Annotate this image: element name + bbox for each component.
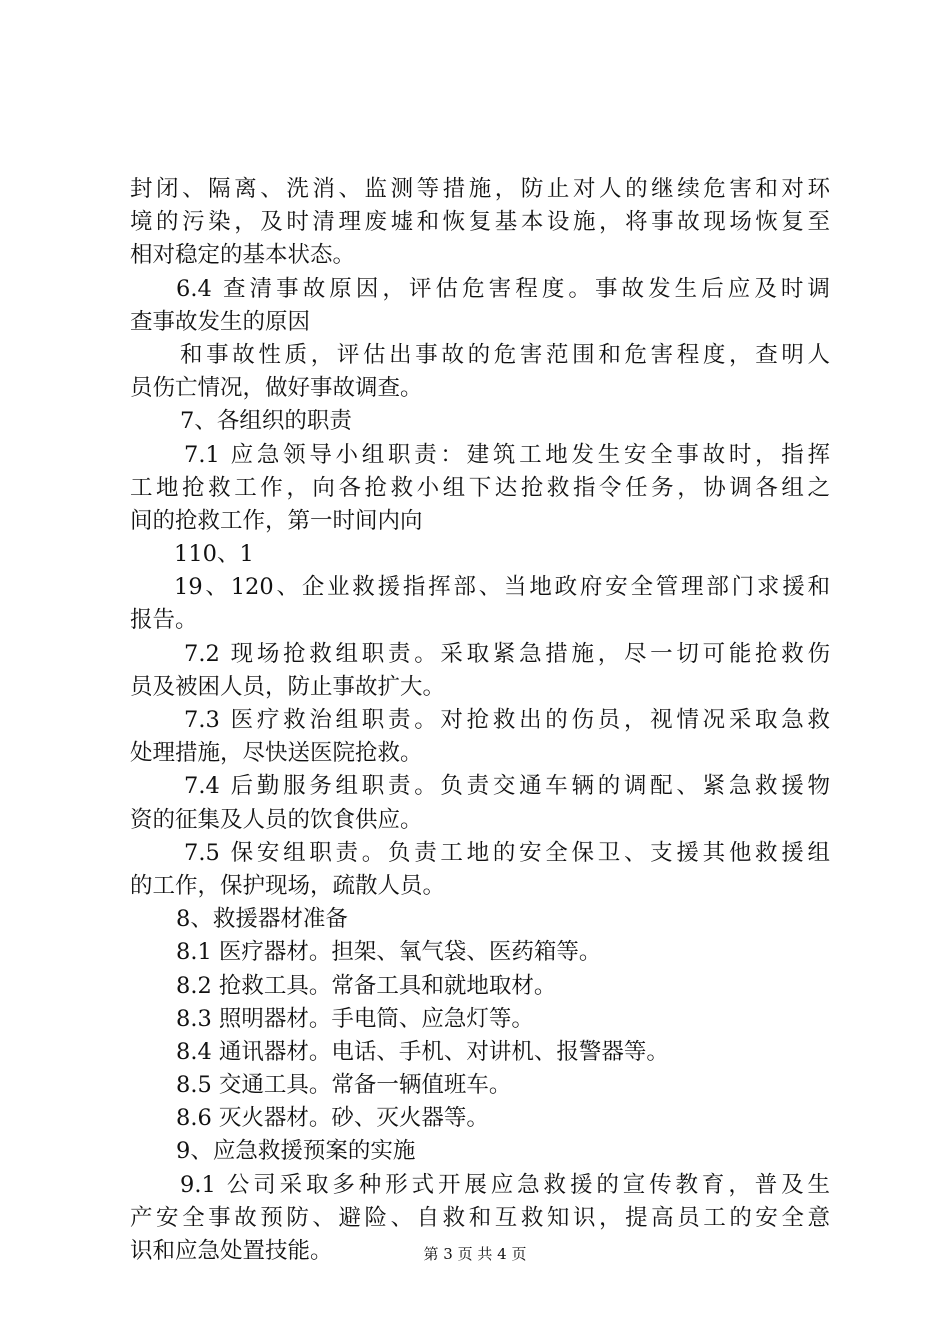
text-line: 7.2 现场抢救组职责。采取紧急措施，尽一切可能抢救伤 — [184, 640, 830, 667]
text-line: 9.1 公司采取多种形式开展应急救援的宣传教育，普及生 — [180, 1171, 830, 1198]
text-line: 处理措施，尽快送医院抢救。 — [130, 740, 423, 767]
text-line: 和事故性质，评估出事故的危害范围和危害程度，查明人 — [180, 341, 830, 368]
text-line: 工地抢救工作，向各抢救小组下达抢救指令任务，协调各组之 — [130, 474, 830, 501]
text-line: 19、120、企业救援指挥部、当地政府安全管理部门求援和 — [174, 574, 830, 601]
text-line: 报告。 — [130, 607, 198, 634]
text-line: 识和应急处置技能。 — [130, 1238, 333, 1264]
text-line: 的工作，保护现场，疏散人员。 — [130, 872, 446, 899]
text-line: 查事故发生的原因 — [130, 308, 311, 335]
text-line: 员伤亡情况，做好事故调查。 — [130, 375, 423, 402]
page-number-footer: 第 3 页 共 4 页 — [423, 1245, 527, 1263]
section-heading: 7、各组织的职责 — [180, 408, 352, 435]
text-line: 6.4 查清事故原因，评估危害程度。事故发生后应及时调 — [176, 275, 830, 302]
text-line: 相对稳定的基本状态。 — [130, 242, 356, 269]
text-line: 7.1 应急领导小组职责：建筑工地发生安全事故时，指挥 — [184, 441, 830, 468]
list-item: 8.2 抢救工具。常备工具和就地取材。 — [176, 972, 557, 999]
text-line: 7.5 保安组职责。负责工地的安全保卫、支援其他救援组 — [184, 839, 830, 866]
list-item: 8.6 灭火器材。砂、灭火器等。 — [176, 1105, 489, 1132]
list-item: 8.4 通讯器材。电话、手机、对讲机、报警器等。 — [176, 1038, 669, 1065]
list-item: 8.1 医疗器材。担架、氧气袋、医药箱等。 — [176, 939, 602, 966]
text-line: 封闭、隔离、洗消、监测等措施，防止对人的继续危害和对环 — [130, 176, 830, 202]
list-item: 8.5 交通工具。常备一辆值班车。 — [176, 1072, 512, 1099]
text-line: 7.3 医疗救治组职责。对抢救出的伤员，视情况采取急救 — [184, 707, 830, 733]
text-line: 资的征集及人员的饮食供应。 — [130, 806, 423, 833]
text-line: 境的污染，及时清理废墟和恢复基本设施，将事故现场恢复至 — [130, 209, 830, 236]
text-line: 员及被困人员，防止事故扩大。 — [130, 673, 446, 700]
section-heading: 9、应急救援预案的实施 — [176, 1138, 416, 1165]
text-line: 110、1 — [174, 541, 254, 568]
list-item: 8.3 照明器材。手电筒、应急灯等。 — [176, 1005, 534, 1032]
text-line: 间的抢救工作，第一时间内向 — [130, 507, 423, 534]
document-body — [130, 173, 830, 1268]
text-line: 产安全事故预防、避险、自救和互救知识，提高员工的安全意 — [130, 1204, 830, 1231]
section-heading: 8、救援器材准备 — [176, 906, 348, 933]
text-line: 7.4 后勤服务组职责。负责交通车辆的调配、紧急救援物 — [184, 773, 830, 800]
